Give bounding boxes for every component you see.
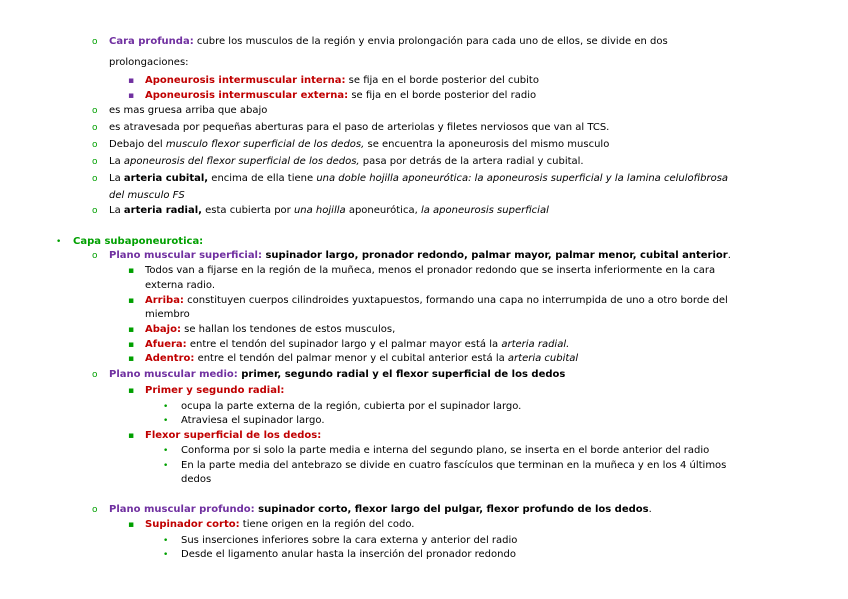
supinador-corto (145, 518, 414, 532)
bullet-dot: • (163, 461, 169, 471)
t: arteria cubital (507, 353, 579, 364)
bullet-square: ▪ (128, 91, 135, 101)
item-arteria-radial (109, 204, 549, 218)
cara-profunda-text: cubre los musculos de la región y envia prolongación para cada uno de ellos, se divide en dos (193, 36, 668, 47)
p1b: Desde el ligamento anular hasta la inserción del pronador redondo (181, 549, 516, 560)
t: La (109, 156, 124, 167)
plano-profundo (109, 503, 652, 517)
bullet-dot: • (163, 536, 169, 546)
t: se hallan los tendones de estos musculos, (180, 324, 396, 335)
sup-adentro (145, 352, 578, 366)
t: Arriba: (145, 295, 184, 306)
item-aponeurosis-flexor (109, 155, 584, 169)
bullet-square: ▪ (128, 431, 135, 441)
t: entre el tendón del palmar menor y el cubital anterior está la (194, 353, 508, 364)
t: del musculo FS (109, 190, 185, 201)
t: supinador corto, flexor largo del pulgar, flexor profundo de los dedos (254, 504, 649, 515)
bullet-square: ▪ (128, 76, 135, 86)
bullet-square: ▪ (128, 266, 135, 276)
sup-todos: Todos van a fijarse en la región de la muñeca, menos el pronador redondo que se inserta inferiormente en la cara (145, 265, 716, 276)
p1a: Sus inserciones inferiores sobre la cara externa y anterior del radio (181, 535, 518, 546)
bullet-dot: • (56, 237, 62, 247)
bullet-square: ▪ (128, 340, 135, 350)
t: tiene origen en la región del codo. (239, 519, 415, 530)
item-atravesada: es atravesada por pequeñas aberturas para el paso de arteriolas y filetes nerviosos que van al TCS. (109, 122, 610, 133)
m2b-cont: dedos (181, 474, 212, 485)
m2a: Conforma por si solo la parte media e interna del segundo plano, se inserta en el borde anterior del radio (181, 445, 710, 456)
bullet-square: ▪ (128, 296, 135, 306)
plano-medio (109, 368, 565, 382)
t: encima de ella tiene (208, 173, 317, 184)
medio-flexor (145, 429, 321, 443)
t: : la aponeurosis superficial y la lamina celulofibrosa (468, 173, 729, 184)
aponeurosis-interna-text: se fija en el borde posterior del cubito (345, 75, 539, 86)
sup-arriba-cont: miembro (145, 309, 190, 320)
bullet-circle: o (92, 370, 98, 380)
t: una doble hojilla aponeurótica (316, 173, 469, 184)
sup-abajo (145, 323, 395, 337)
t: la aponeurosis superficial (420, 205, 549, 216)
aponeurosis-externa-label: Aponeurosis intermuscular externa: (145, 90, 349, 101)
bullet-circle: o (92, 157, 98, 167)
t: constituyen cuerpos cilindroides yuxtapuestos, formando una capa no interrumpida de uno a otro borde del (183, 295, 728, 306)
t: La (109, 173, 124, 184)
t: musculo flexor superficial de los dedos, (165, 139, 365, 150)
item-arteria-cubital (109, 172, 728, 186)
item-arteria-cubital-cont (109, 189, 185, 203)
t: . (648, 504, 652, 515)
sup-afuera (145, 338, 569, 352)
cara-profunda-label: Cara profunda: (109, 36, 194, 47)
bullet-circle: o (92, 123, 98, 133)
t: esta cubierta por (201, 205, 294, 216)
bullet-circle: o (92, 140, 98, 150)
t: Debajo del (109, 139, 166, 150)
bullet-circle: o (92, 37, 98, 47)
cara-profunda-cont: prolongaciones: (109, 57, 189, 68)
capa-subaponeurotica-label: Capa subaponeurotica: (73, 236, 204, 247)
bullet-dot: • (163, 446, 169, 456)
bullet-circle: o (92, 251, 98, 261)
t: Primer y segundo radial: (145, 385, 285, 396)
t: Abajo: (145, 324, 181, 335)
plano-superficial (109, 249, 731, 263)
item-gruesa: es mas gruesa arriba que abajo (109, 105, 268, 116)
t: . (727, 250, 731, 261)
bullet-circle: o (92, 505, 98, 515)
sup-todos-cont: externa radio. (145, 280, 216, 291)
aponeurosis-interna (145, 74, 539, 88)
m1b: Atraviesa el supinador largo. (181, 415, 325, 426)
t: Adentro: (145, 353, 195, 364)
aponeurosis-interna-label: Aponeurosis intermuscular interna: (145, 75, 346, 86)
bullet-dot: • (163, 402, 169, 412)
t: Afuera: (145, 339, 187, 350)
medio-primer-segundo (145, 384, 284, 398)
t: primer, segundo radial y el flexor superficial de los dedos (237, 369, 566, 380)
t: se encuentra la aponeurosis del mismo musculo (364, 139, 610, 150)
bullet-circle: o (92, 174, 98, 184)
t: pasa por detrás de la artera radial y cubital. (359, 156, 584, 167)
bullet-circle: o (92, 106, 98, 116)
bullet-circle: o (92, 206, 98, 216)
bullet-square: ▪ (128, 354, 135, 364)
bullet-square: ▪ (128, 386, 135, 396)
t: supinador largo, pronador redondo, palmar mayor, palmar menor, cubital anterior (262, 250, 728, 261)
t: aponeurosis del flexor superficial de los dedos, (123, 156, 360, 167)
t: La (109, 205, 124, 216)
item-debajo (109, 138, 609, 152)
t: Flexor superficial de los dedos: (145, 430, 322, 441)
t: Supinador corto: (145, 519, 240, 530)
cara-profunda-line (109, 35, 668, 49)
aponeurosis-externa-text: se fija en el borde posterior del radio (348, 90, 537, 101)
plano-profundo-label: Plano muscular profundo: (109, 504, 255, 515)
bullet-square: ▪ (128, 520, 135, 530)
aponeurosis-externa (145, 89, 536, 103)
bullet-dot: • (163, 416, 169, 426)
bullet-dot: • (163, 550, 169, 560)
plano-superficial-label: Plano muscular superficial: (109, 250, 262, 261)
t: aponeurótica, (345, 205, 421, 216)
t: una hojilla (293, 205, 346, 216)
t: arteria radial, (123, 205, 202, 216)
sup-arriba (145, 294, 728, 308)
m2b: En la parte media del antebrazo se divide en cuatro fascículos que terminan en la muñeca y en los 4 últimos (181, 460, 727, 471)
t: arteria cubital, (123, 173, 209, 184)
m1a: ocupa la parte externa de la región, cubierta por el supinador largo. (181, 401, 522, 412)
t: entre el tendón del supinador largo y el palmar mayor está la (186, 339, 502, 350)
plano-medio-label: Plano muscular medio: (109, 369, 238, 380)
t: arteria radial. (501, 339, 570, 350)
bullet-square: ▪ (128, 325, 135, 335)
